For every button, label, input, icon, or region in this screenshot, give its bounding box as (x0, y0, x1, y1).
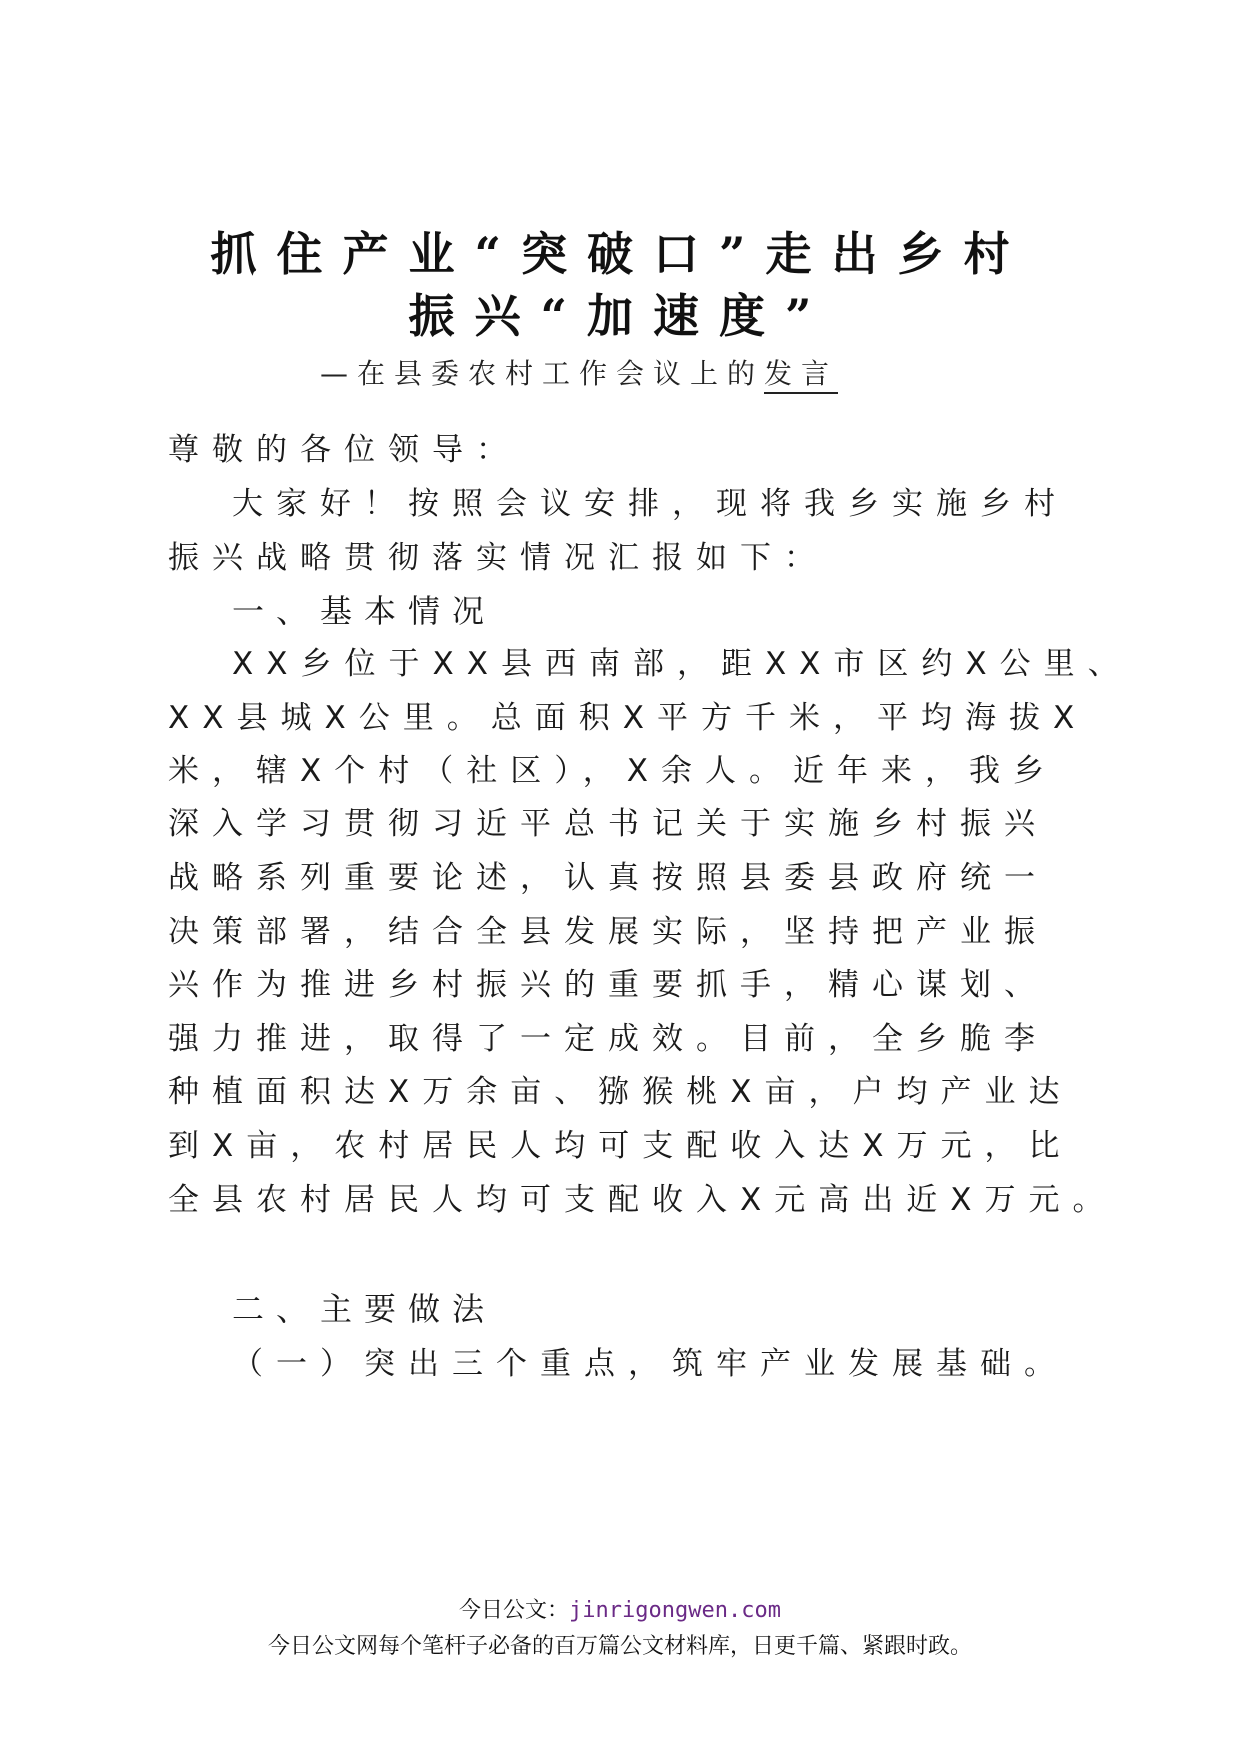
body-line: 决策部署，结合全县发展实际，坚持把产业振 (168, 914, 1048, 950)
body-line: XX乡位于XX县西南部，距XX市区约X公里、 (232, 646, 1132, 682)
section2-heading: 二、主要做法 (232, 1290, 497, 1328)
footer-slogan: 今日公文网每个笔杆子必备的百万篇公文材料库，日更千篇、紧跟时政。 (267, 1634, 972, 1659)
body-line: 种植面积达X万余亩、猕猴桃X亩，户均产业达 (168, 1074, 1073, 1110)
footer-site-line (0, 1593, 1240, 1624)
intro-line: 振兴战略贯彻落实情况汇报如下： (168, 540, 828, 576)
body-line: 全县农村居民人均可支配收入X元高出近X万元。 (168, 1182, 1117, 1218)
body-line: 强力推进，取得了一定成效。目前，全乡脆李 (168, 1021, 1048, 1057)
body-line: XX县城X公里。总面积X平方千米，平均海拔X (168, 700, 1088, 736)
subtitle-underlined: 发言 (764, 357, 838, 394)
body-line: 到X亩，农村居民人均可支配收入达X万元，比 (168, 1128, 1073, 1164)
body-line: 米，辖X个村（社区），X余人。近年来，我乡 (168, 753, 1057, 789)
subtitle-main: —在县委农村工作会议上的 (320, 357, 765, 390)
section1-heading: 一、基本情况 (232, 592, 497, 630)
footer-label: 今日公文： (459, 1598, 570, 1623)
document-title-line2: 振兴“加速度” (408, 289, 832, 343)
body-line: 深入学习贯彻习近平总书记关于实施乡村振兴 (168, 806, 1048, 842)
intro-line: 大家好！按照会议安排，现将我乡实施乡村 (232, 486, 1068, 522)
document-title-line1: 抓住产业“突破口”走出乡村 (210, 227, 1030, 281)
section2-subheading: （一）突出三个重点，筑牢产业发展基础。 (232, 1346, 1068, 1382)
salutation: 尊敬的各位领导： (168, 432, 520, 468)
document-subtitle (320, 352, 838, 392)
body-line: 战略系列重要论述，认真按照县委县政府统一 (168, 860, 1048, 896)
footer-site-link[interactable]: jinrigongwen.com (569, 1598, 781, 1623)
body-line: 兴作为推进乡村振兴的重要抓手，精心谋划、 (168, 967, 1048, 1003)
